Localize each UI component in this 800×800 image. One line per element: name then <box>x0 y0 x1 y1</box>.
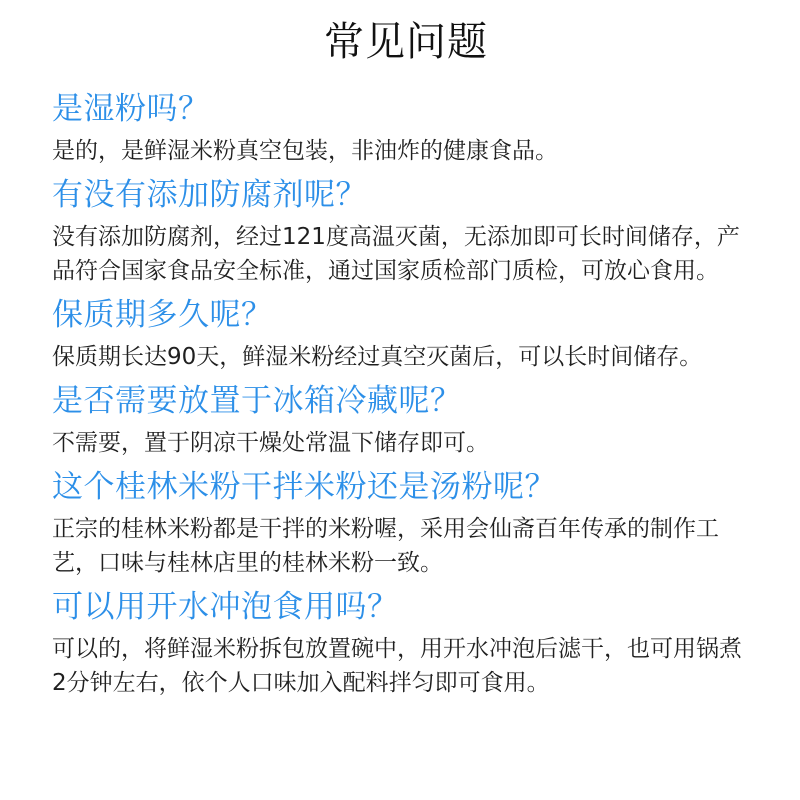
faq-item <box>52 588 760 700</box>
page-title: 常见问题 <box>324 19 488 65</box>
faq-question: 保质期多久呢？ <box>52 297 273 333</box>
faq-item <box>52 176 760 288</box>
faq-item <box>52 468 760 580</box>
faq-question: 可以用开水冲泡食用吗？ <box>52 589 399 625</box>
faq-list <box>52 90 760 700</box>
faq-answer: 不需要，置于阴凉干燥处常温下储存即可。 <box>52 430 489 456</box>
faq-answer: 是的，是鲜湿米粉真空包装，非油炸的健康食品。 <box>52 138 558 164</box>
faq-question: 是湿粉吗？ <box>52 91 210 127</box>
faq-answer: 正宗的桂林米粉都是干拌的米粉喔，采用会仙斋百年传承的制作工艺，口味与桂林店里的桂林米粉一致。 <box>52 516 719 576</box>
faq-answer: 保质期长达90天，鲜湿米粉经过真空灭菌后，可以长时间储存。 <box>52 344 703 370</box>
faq-answer: 可以的，将鲜湿米粉拆包放置碗中，用开水冲泡后滤干，也可用锅煮2分钟左右，依个人口味加入配料拌匀即可食用。 <box>52 636 742 696</box>
faq-question: 这个桂林米粉干拌米粉还是汤粉呢？ <box>52 469 556 505</box>
faq-item <box>52 382 760 460</box>
faq-question: 是否需要放置于冰箱冷藏呢？ <box>52 383 462 419</box>
faq-item <box>52 90 760 168</box>
faq-question: 有没有添加防腐剂呢？ <box>52 177 367 213</box>
faq-item <box>52 296 760 374</box>
faq-answer: 没有添加防腐剂，经过121度高温灭菌，无添加即可长时间储存，产品符合国家食品安全标准，通过国家质检部门质检，可放心食用。 <box>52 224 740 284</box>
